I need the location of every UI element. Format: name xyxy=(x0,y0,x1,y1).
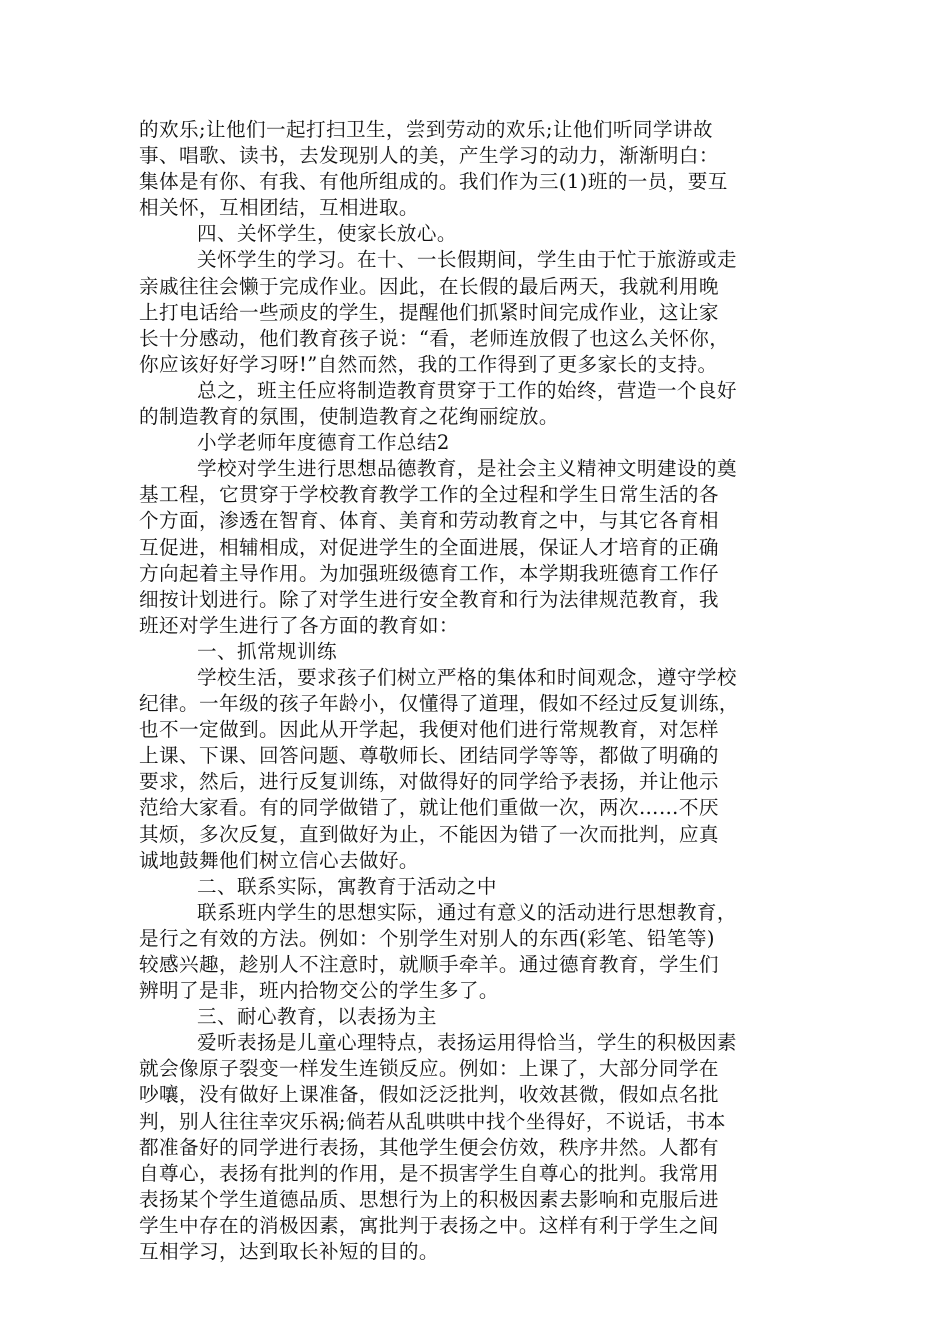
text-line: 自尊心，表扬有批判的作用，是不损害学生自尊心的批判。我常用 xyxy=(139,1161,719,1185)
text-line: 集体是有你、有我、有他所组成的。我们作为三(1)班的一员，要互 xyxy=(139,170,728,194)
text-line: 辨明了是非，班内拾物交公的学生多了。 xyxy=(139,979,499,1003)
text-line: 你应该好好学习呀!”自然而然，我的工作得到了更多家长的支持。 xyxy=(139,352,718,376)
text-line: 学校对学生进行思想品德教育，是社会主义精神文明建设的奠 xyxy=(197,457,737,481)
text-line: 班还对学生进行了各方面的教育如： xyxy=(139,613,459,637)
text-line: 基工程，它贯穿于学校教育教学工作的全过程和学生日常生活的各 xyxy=(139,483,719,507)
text-line: 关怀学生的学习。在十、一长假期间，学生由于忙于旅游或走 xyxy=(197,248,737,272)
text-line: 纪律。一年级的孩子年龄小，仅懂得了道理，假如不经过反复训练， xyxy=(139,692,739,716)
text-line: 都准备好的同学进行表扬，其他学生便会仿效，秩序井然。人都有 xyxy=(139,1135,719,1159)
text-line: 范给大家看。有的同学做错了，就让他们重做一次，两次……不厌 xyxy=(139,796,719,820)
text-line: 个方面，渗透在智育、体育、美育和劳动教育之中，与其它各育相 xyxy=(139,509,719,533)
text-line: 是行之有效的方法。例如：个别学生对别人的东西(彩笔、铅笔等) xyxy=(139,926,715,950)
text-line: 四、关怀学生，使家长放心。 xyxy=(197,222,457,246)
text-line: 事、唱歌、读书，去发现别人的美，产生学习的动力，渐渐明白： xyxy=(139,144,719,168)
text-line: 的制造教育的氛围，使制造教育之花绚丽绽放。 xyxy=(139,405,559,429)
text-line: 联系班内学生的思想实际，通过有意义的活动进行思想教育， xyxy=(197,900,737,924)
text-line: 总之，班主任应将制造教育贯穿于工作的始终，营造一个良好 xyxy=(197,378,737,402)
text-line: 较感兴趣，趁别人不注意时，就顺手牵羊。通过德育教育，学生们 xyxy=(139,953,719,976)
text-line: 学校生活，要求孩子们树立严格的集体和时间观念，遵守学校 xyxy=(197,665,737,689)
text-line: 二、联系实际，寓教育于活动之中 xyxy=(197,874,497,898)
text-line: 爱听表扬是儿童心理特点，表扬运用得恰当，学生的积极因素 xyxy=(197,1031,737,1055)
text-line: 三、耐心教育，以表扬为主 xyxy=(197,1005,437,1029)
text-line: 其烦，多次反复，直到做好为止，不能因为错了一次而批判，应真 xyxy=(139,822,719,846)
text-line: 吵嚷，没有做好上课准备，假如泛泛批判，收效甚微，假如点名批 xyxy=(139,1083,719,1107)
text-line: 上课、下课、回答问题、尊敬师长、团结同学等等，都做了明确的 xyxy=(139,744,719,768)
text-line: 相关怀，互相团结，互相进取。 xyxy=(139,196,419,220)
text-line: 亲戚往往会懒于完成作业。因此，在长假的最后两天，我就利用晚 xyxy=(139,274,719,298)
text-line: 小学老师年度德育工作总结2 xyxy=(197,431,450,455)
text-line: 判，别人往往幸灾乐祸;倘若从乱哄哄中找个坐得好，不说话，书本 xyxy=(139,1109,726,1133)
text-line: 表扬某个学生道德品质、思想行为上的积极因素去影响和克服后进 xyxy=(139,1187,719,1211)
text-line: 细按计划进行。除了对学生进行安全教育和行为法律规范教育，我 xyxy=(139,587,719,611)
text-line: 学生中存在的消极因素，寓批判于表扬之中。这样有利于学生之间 xyxy=(139,1213,719,1237)
text-line: 一、抓常规训练 xyxy=(197,639,337,663)
text-line: 方向起着主导作用。为加强班级德育工作，本学期我班德育工作仔 xyxy=(139,561,719,585)
text-line: 长十分感动，他们教育孩子说：“看，老师连放假了也这么关怀你， xyxy=(139,326,730,350)
text-line: 互相学习，达到取长补短的目的。 xyxy=(139,1240,439,1264)
document-body xyxy=(139,117,811,1265)
text-line: 上打电话给一些顽皮的学生，提醒他们抓紧时间完成作业，这让家 xyxy=(139,300,719,324)
text-line: 的欢乐;让他们一起打扫卫生，尝到劳动的欢乐;让他们听同学讲故 xyxy=(139,118,713,141)
text-line: 诚地鼓舞他们树立信心去做好。 xyxy=(139,848,419,872)
text-line: 也不一定做到。因此从开学起，我便对他们进行常规教育，对怎样 xyxy=(139,718,719,742)
text-line: 互促进，相辅相成，对促进学生的全面进展，保证人才培育的正确 xyxy=(139,535,719,559)
text-line: 就会像原子裂变一样发生连锁反应。例如：上课了，大部分同学在 xyxy=(139,1057,719,1081)
text-line: 要求，然后，进行反复训练，对做得好的同学给予表扬，并让他示 xyxy=(139,770,719,794)
